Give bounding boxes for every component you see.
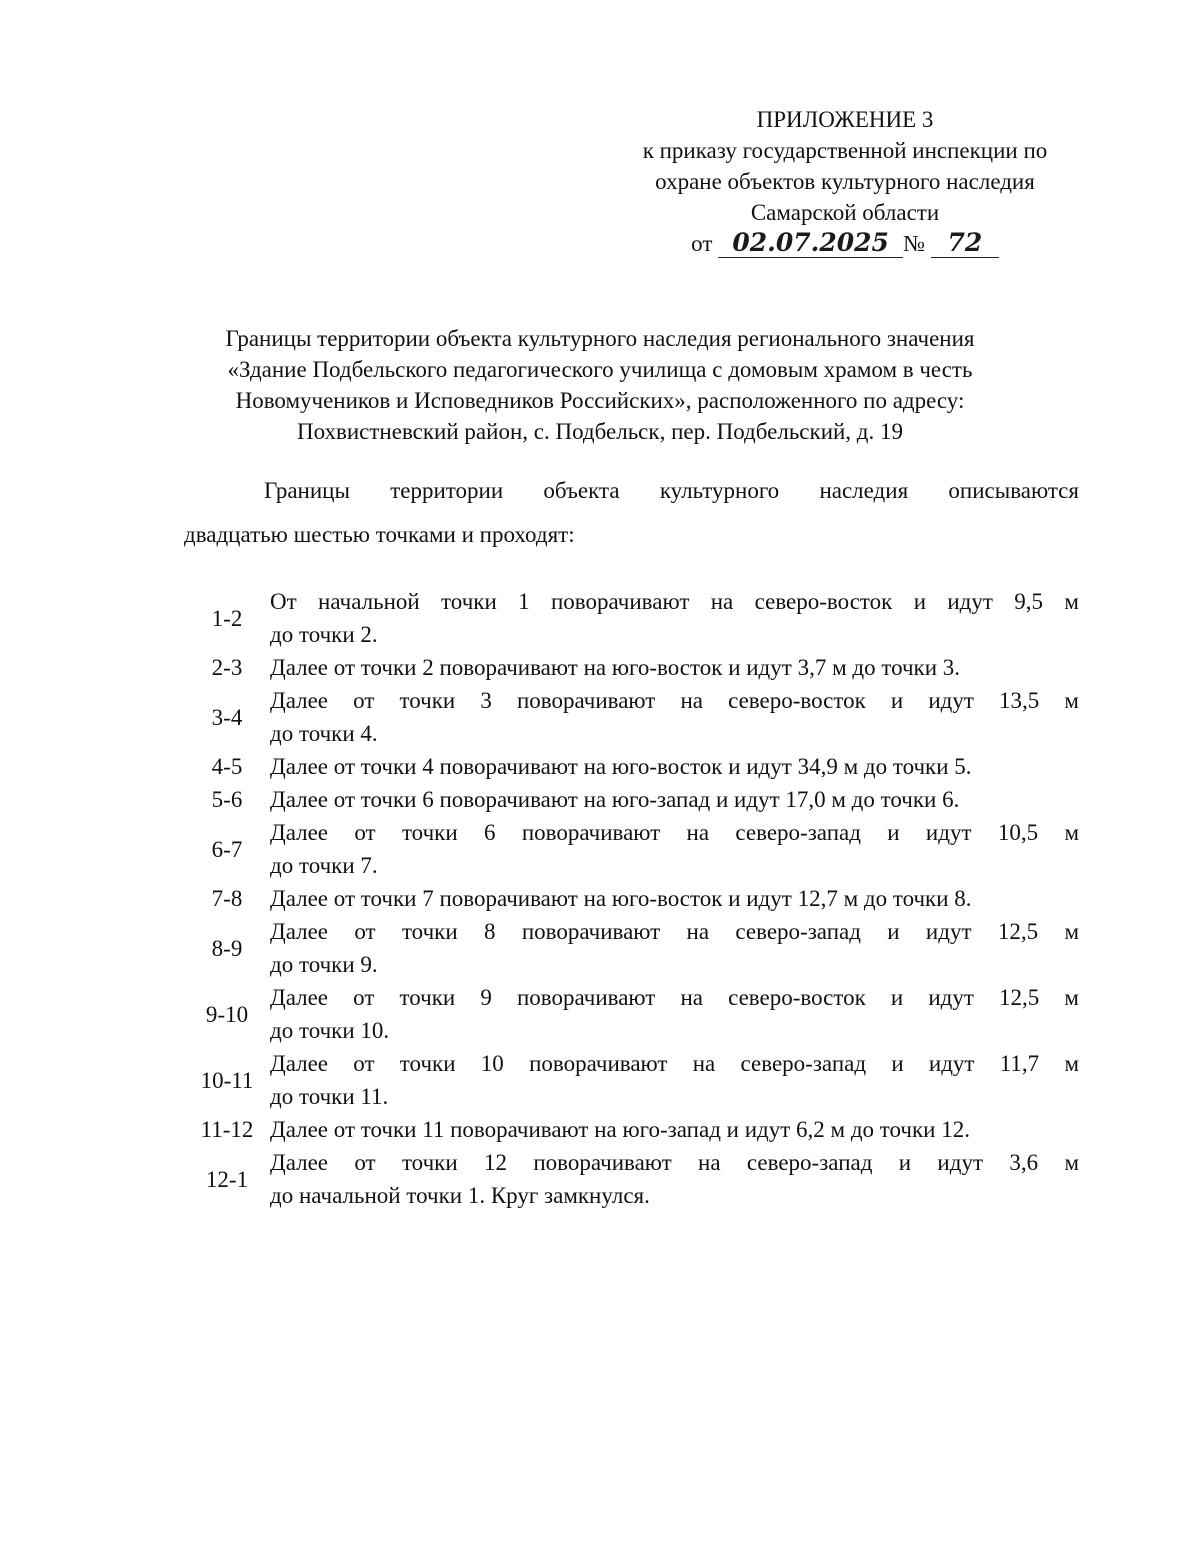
segment-description [270, 915, 1079, 981]
document-title [150, 323, 1050, 447]
handwritten-date: 02.07.2025 [718, 229, 903, 258]
title-line: Границы территории объекта культурного наследия регионального значения [225, 326, 975, 351]
segment-description [270, 684, 1079, 750]
appendix-date-line [691, 228, 999, 259]
segment-row [184, 882, 1079, 915]
segment-row [184, 684, 1079, 750]
segment-text: Далее от точки 10 поворачивают на северо-запад и идут 11,7 м [270, 1051, 1079, 1076]
segment-text: до точки 11. [270, 1084, 389, 1109]
segment-row [184, 1113, 1079, 1146]
intro-second-line: двадцатью шестью точками и проходят: [184, 522, 575, 547]
intro-word: Границы [264, 478, 350, 503]
segment-text: От начальной точки 1 поворачивают на северо-восток и идут 9,5 м [270, 589, 1079, 614]
segment-row [184, 651, 1079, 684]
date-prefix: от [691, 231, 713, 256]
segment-code: 9-10 [205, 1001, 249, 1027]
segment-description [270, 651, 1079, 684]
segment-row [184, 1146, 1079, 1212]
segment-code: 8-9 [211, 935, 243, 961]
segment-text: до точки 7. [270, 853, 378, 878]
segment-description [270, 750, 1079, 783]
segment-text: до точки 2. [270, 622, 378, 647]
segment-code: 2-3 [211, 655, 243, 680]
segment-description [270, 585, 1079, 651]
title-line: Похвистневский район, с. Подбельск, пер. Подбельский, д. 19 [296, 419, 904, 444]
appendix-header [600, 104, 1090, 259]
segment-text: Далее от точки 2 поворачивают на юго-восток и идут 3,7 м до точки 3. [270, 655, 961, 680]
segment-row [184, 783, 1079, 816]
intro-word: культурного [659, 478, 780, 503]
segment-text: Далее от точки 12 поворачивают на северо-запад и идут 3,6 м [270, 1150, 1079, 1175]
number-sign: № [903, 231, 926, 256]
segment-description [270, 783, 1079, 816]
appendix-order-line: к приказу государственной инспекции по [642, 138, 1048, 163]
intro-word: территории [390, 478, 504, 503]
appendix-authority-line: охране объектов культурного наследия [655, 169, 1035, 194]
segment-row [184, 750, 1079, 783]
segment-code: 11-12 [200, 1117, 254, 1142]
segment-description [270, 882, 1079, 915]
boundary-segments-list [184, 585, 1079, 1212]
title-line: «Здание Подбельского педагогического училища с домовым храмом в честь [227, 357, 973, 382]
segment-code: 5-6 [211, 787, 243, 812]
segment-description [270, 1047, 1079, 1113]
appendix-title: ПРИЛОЖЕНИЕ 3 [756, 107, 934, 132]
segment-text: Далее от точки 11 поворачивают на юго-запад и идут 6,2 м до точки 12. [270, 1117, 970, 1142]
segment-code: 3-4 [211, 704, 243, 730]
segment-text: Далее от точки 8 поворачивают на северо-запад и идут 12,5 м [270, 919, 1079, 944]
intro-word: описываются [948, 478, 1079, 503]
segment-code: 7-8 [211, 886, 243, 911]
segment-text: Далее от точки 9 поворачивают на северо-восток и идут 12,5 м [270, 985, 1079, 1010]
segment-text: до точки 9. [270, 952, 378, 977]
segment-text: Далее от точки 6 поворачивают на северо-запад и идут 10,5 м [270, 820, 1079, 845]
appendix-region-line: Самарской области [750, 200, 940, 225]
intro-first-line [184, 469, 1079, 513]
handwritten-number: 72 [931, 229, 999, 258]
segment-code: 6-7 [211, 836, 243, 862]
segment-row [184, 816, 1079, 882]
intro-word: наследия [819, 478, 909, 503]
segment-text: Далее от точки 6 поворачивают на юго-запад и идут 17,0 м до точки 6. [270, 787, 960, 812]
segment-text: до начальной точки 1. Круг замкнулся. [270, 1183, 650, 1208]
segment-row [184, 585, 1079, 651]
segment-row [184, 981, 1079, 1047]
segment-code: 10-11 [200, 1067, 254, 1093]
segment-code: 1-2 [211, 605, 243, 631]
segment-text: Далее от точки 7 поворачивают на юго-восток и идут 12,7 м до точки 8. [270, 886, 972, 911]
segment-text: до точки 10. [270, 1018, 390, 1043]
intro-word: объекта [543, 478, 620, 503]
segment-row [184, 915, 1079, 981]
segment-text: до точки 4. [270, 721, 378, 746]
segment-description [270, 1146, 1079, 1212]
segment-text: Далее от точки 3 поворачивают на северо-восток и идут 13,5 м [270, 688, 1079, 713]
segment-description [270, 816, 1079, 882]
segment-description [270, 981, 1079, 1047]
title-line: Новомучеников и Исповедников Российских», расположенного по адресу: [235, 388, 965, 413]
intro-paragraph [184, 469, 1079, 557]
segment-row [184, 1047, 1079, 1113]
segment-code: 4-5 [211, 754, 243, 779]
segment-description [270, 1113, 1079, 1146]
segment-text: Далее от точки 4 поворачивают на юго-восток и идут 34,9 м до точки 5. [270, 754, 972, 779]
segment-code: 12-1 [205, 1166, 249, 1192]
